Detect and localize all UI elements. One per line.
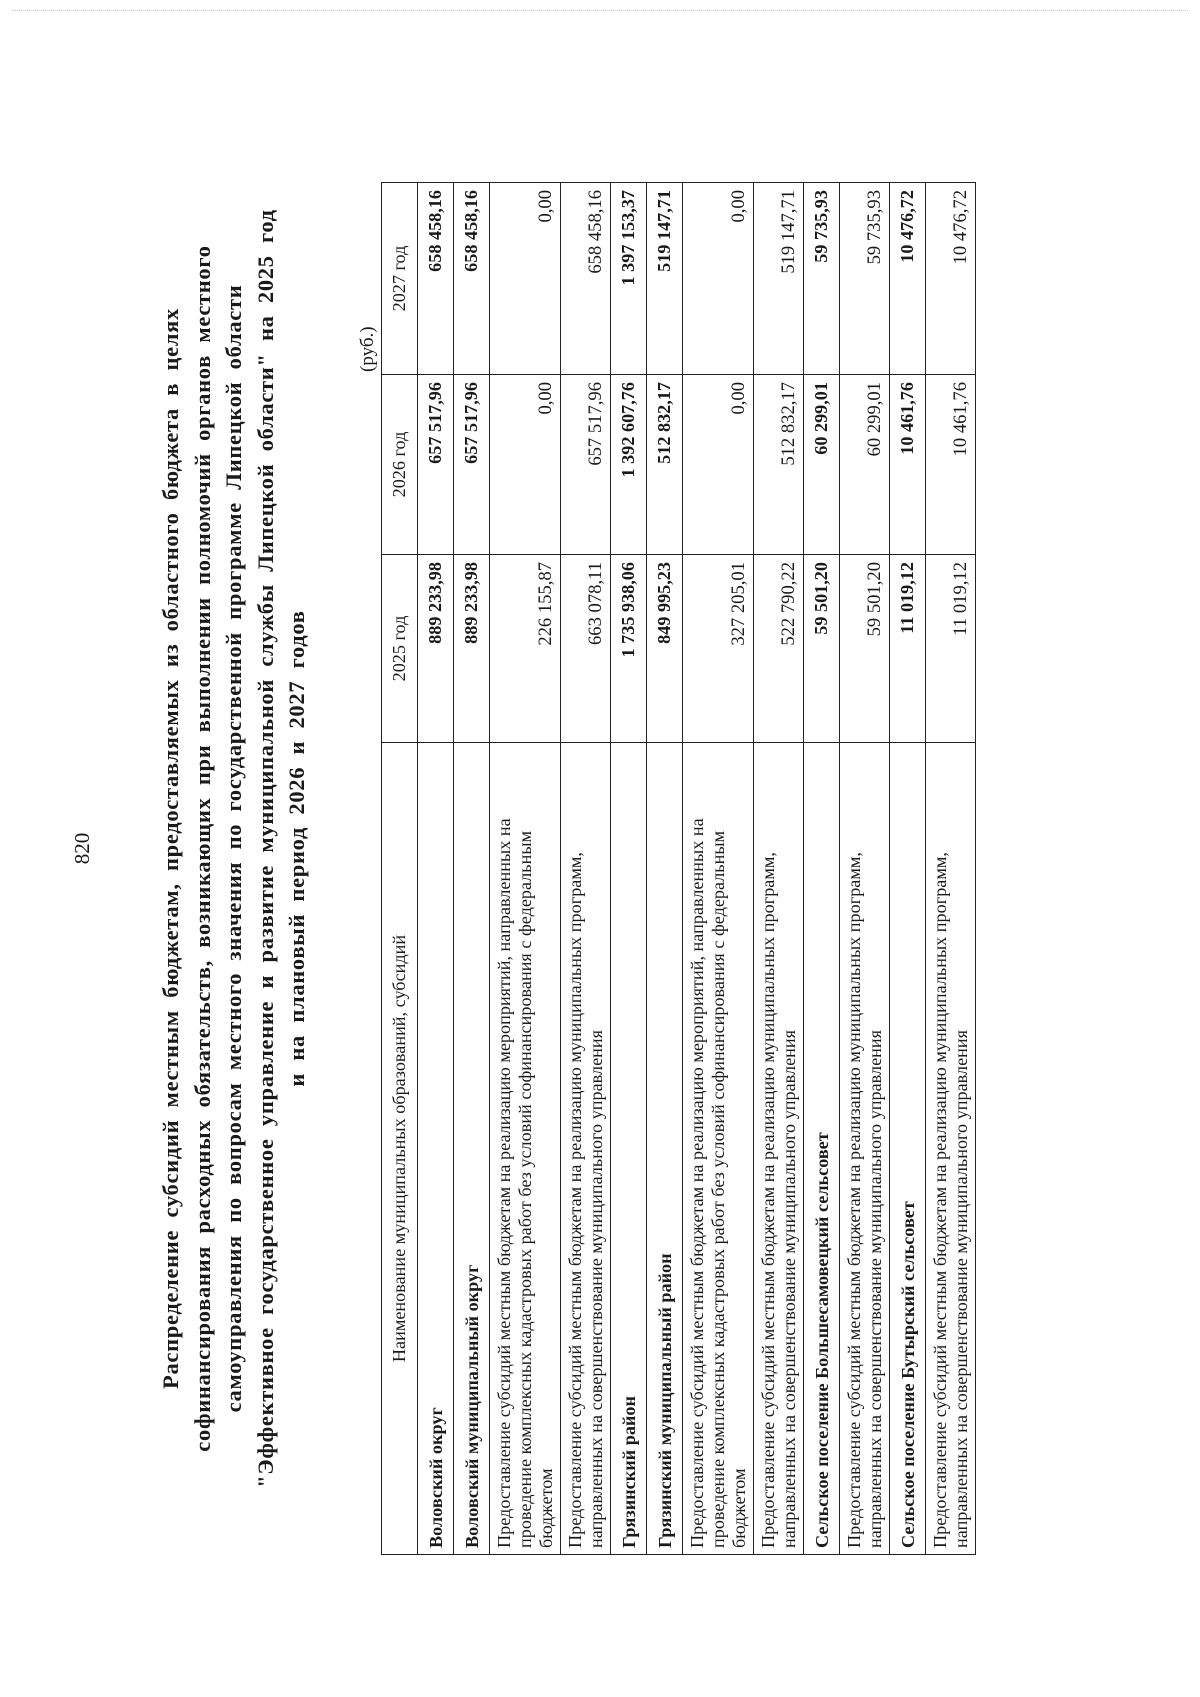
cell-2025: 11 019,12 [926,555,976,743]
cell-2026: 0,00 [490,375,561,555]
table-header-row [382,183,418,1555]
cell-name: Сельское поселение Бутырский сельсовет [890,743,926,1555]
cell-2027: 1 397 153,37 [611,183,647,375]
cell-2026: 0,00 [683,375,754,555]
cell-2027: 658 458,16 [561,183,611,375]
cell-2025: 1 735 938,06 [611,555,647,743]
cell-2025: 59 501,20 [804,555,840,743]
cell-2026: 1 392 607,76 [611,375,647,555]
table-row-total [804,183,840,1555]
cell-2025: 522 790,22 [754,555,804,743]
table-row [754,183,804,1555]
cell-name: Предоставление субсидий местным бюджетам на реализацию муниципальных программ, направленных на совершенствование муниципального управления [561,743,611,1555]
cell-2026: 657 517,96 [561,375,611,555]
cell-name: Грязинский муниципальный район [647,743,683,1555]
column-header-2026: 2026 год [382,375,418,555]
cell-name: Предоставление субсидий местным бюджетам на реализацию мероприятий, направленных на проведение комплексных кадастровых работ без условий софинансирования с федеральным бюджетом [683,743,754,1555]
cell-name: Предоставление субсидий местным бюджетам на реализацию муниципальных программ, направленных на совершенствование муниципального управления [926,743,976,1555]
table-row [683,183,754,1555]
cell-2027: 0,00 [683,183,754,375]
cell-2025: 889 233,98 [418,555,454,743]
table-row [490,183,561,1555]
cell-2025: 663 078,11 [561,555,611,743]
title-line: "Эффективное государственное управление и развитие муниципальной службы Липецкой области" на 2025 год [252,209,278,1488]
column-header-name: Наименование муниципальных образований, субсидий [382,743,418,1555]
cell-2027: 10 476,72 [926,183,976,375]
title-line: самоуправления по вопросам местного значения по государственной программе Липецкой области [221,284,246,1413]
cell-2027: 658 458,16 [418,183,454,375]
cell-2026: 512 832,17 [754,375,804,555]
table-row-total [454,183,490,1555]
table-row [840,183,890,1555]
title-line: Распределение субсидий местным бюджетам, предоставляемых из областного бюджета в целях [158,308,183,1389]
cell-2026: 512 832,17 [647,375,683,555]
page-number: 820 [70,832,94,865]
title-line: и на плановый период 2026 и 2027 годов [284,610,309,1087]
document-title [155,0,313,1697]
cell-2026: 10 461,76 [890,375,926,555]
cell-name: Предоставление субсидий местным бюджетам на реализацию муниципальных программ, направленных на совершенствование муниципального управления [754,743,804,1555]
cell-2026: 657 517,96 [418,375,454,555]
cell-2027: 519 147,71 [647,183,683,375]
table-row [561,183,611,1555]
column-header-2027: 2027 год [382,183,418,375]
unit-label: (руб.) [357,326,378,372]
cell-2027: 10 476,72 [890,183,926,375]
cell-name: Грязинский район [611,743,647,1555]
table-row-total [647,183,683,1555]
table-body [418,183,976,1555]
table-row [926,183,976,1555]
cell-2026: 657 517,96 [454,375,490,555]
cell-2025: 889 233,98 [454,555,490,743]
subsidy-table [381,182,976,1555]
cell-name: Воловский муниципальный округ [454,743,490,1555]
cell-2027: 658 458,16 [454,183,490,375]
cell-2025: 849 995,23 [647,555,683,743]
cell-2027: 59 735,93 [804,183,840,375]
column-header-2025: 2025 год [382,555,418,743]
cell-2027: 519 147,71 [754,183,804,375]
cell-2025: 327 205,01 [683,555,754,743]
table-row-total [890,183,926,1555]
cell-2026: 10 461,76 [926,375,976,555]
cell-2025: 59 501,20 [840,555,890,743]
table-row-total [611,183,647,1555]
cell-name: Сельское поселение Большесамовецкий сельсовет [804,743,840,1555]
cell-name: Предоставление субсидий местным бюджетам на реализацию муниципальных программ, направленных на совершенствование муниципального управления [840,743,890,1555]
cell-2025: 226 155,87 [490,555,561,743]
cell-name: Воловский округ [418,743,454,1555]
cell-2027: 0,00 [490,183,561,375]
cell-name: Предоставление субсидий местным бюджетам на реализацию мероприятий, направленных на проведение комплексных кадастровых работ без условий софинансирования с федеральным бюджетом [490,743,561,1555]
cell-2027: 59 735,93 [840,183,890,375]
title-line: софинансирования расходных обязательств, возникающих при выполнении полномочий органов местного [189,245,215,1452]
cell-2026: 60 299,01 [840,375,890,555]
cell-2025: 11 019,12 [890,555,926,743]
cell-2026: 60 299,01 [804,375,840,555]
table-row-total [418,183,454,1555]
